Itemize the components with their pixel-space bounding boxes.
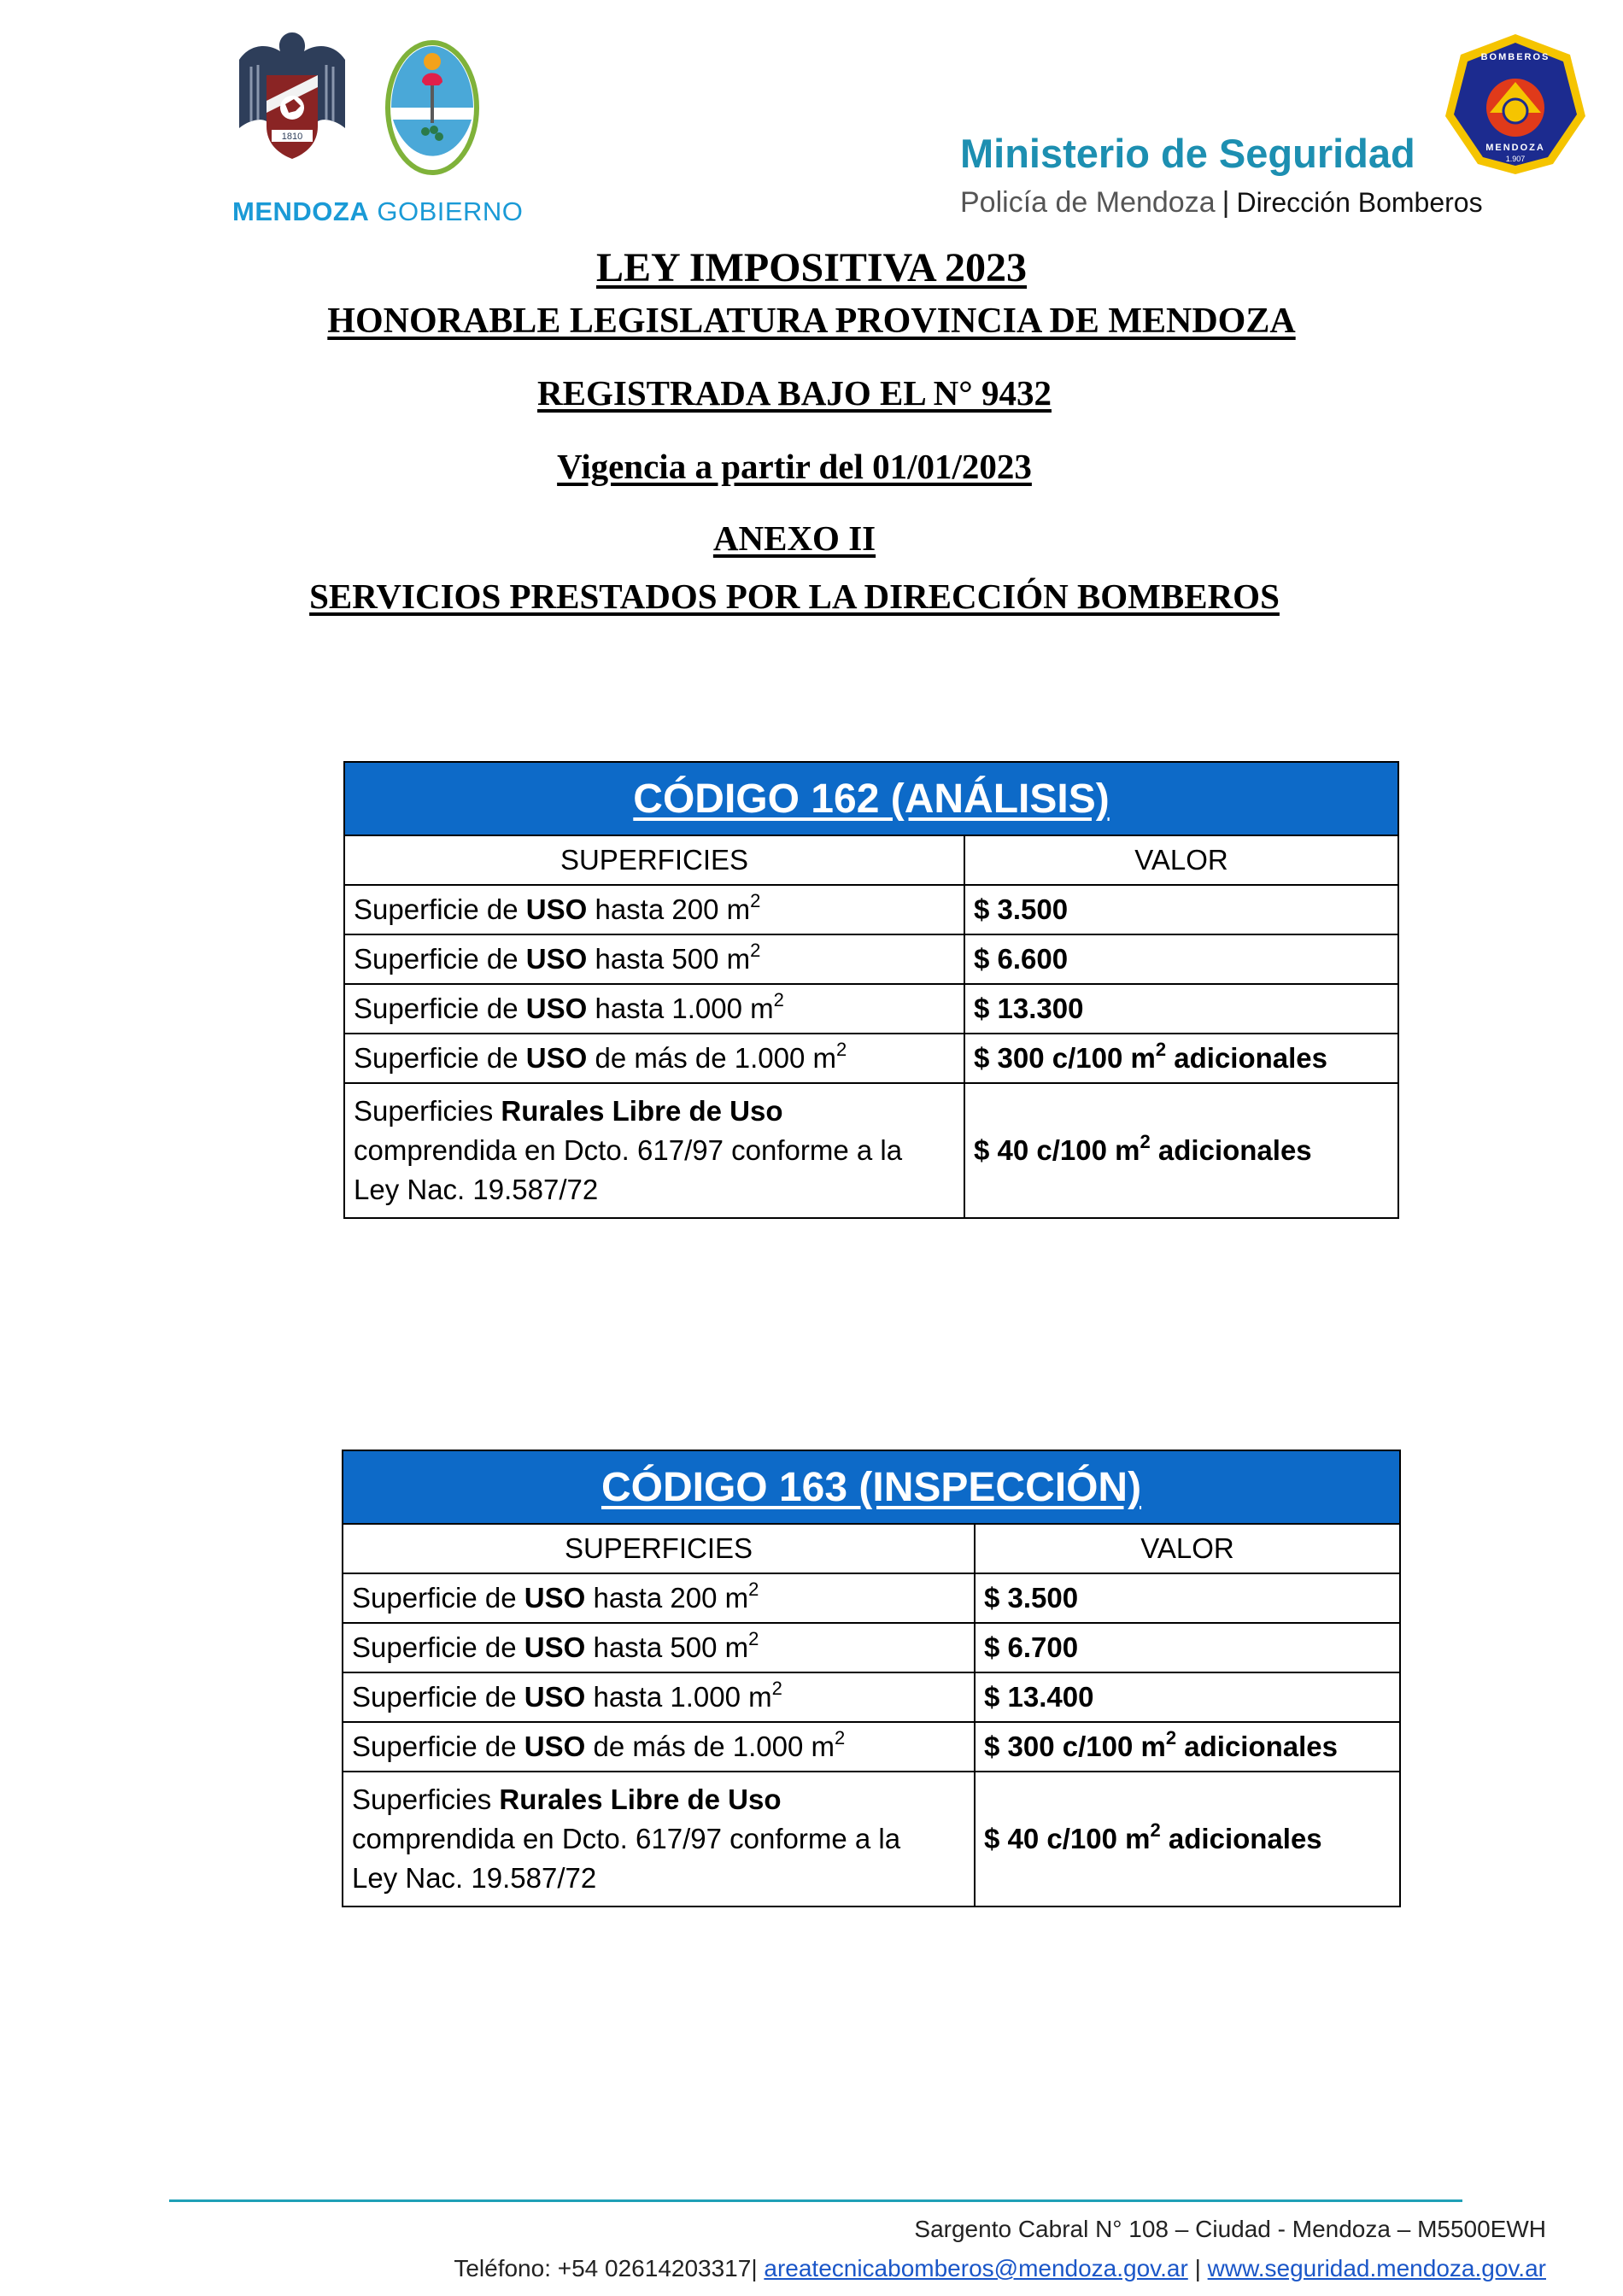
table-title: CÓDIGO 163 (INSPECCIÓN) <box>343 1450 1400 1524</box>
table-title: CÓDIGO 162 (ANÁLISIS) <box>344 762 1398 835</box>
law-title: LEY IMPOSITIVA 2023 <box>595 245 1028 290</box>
value-cell: $ 40 c/100 $m^2$ adicionales <box>964 1083 1398 1218</box>
footer-phone: Teléfono: +54 02614203317| <box>454 2255 758 2281</box>
direction-name: Dirección Bomberos <box>1236 187 1483 218</box>
provincial-shield-icon <box>381 26 483 179</box>
annex-title: ANEXO II <box>712 518 876 558</box>
footer-separator: | <box>1194 2255 1201 2281</box>
footer-divider <box>169 2199 1462 2202</box>
footer-website-link[interactable]: www.seguridad.mendoza.gov.ar <box>1207 2255 1546 2281</box>
eagle-shield-icon <box>232 26 352 171</box>
seal-year: 1810 <box>281 132 303 142</box>
ministry-title: Ministerio de Seguridad <box>960 131 1415 176</box>
value-cell: $ 40 c/100 $m^2$ adicionales <box>975 1772 1400 1906</box>
table-row: Superficie de USO de más de 1.000 $m^2$ $ 300 c/100 $m^2$ adicionales <box>343 1722 1400 1772</box>
column-header-surfaces: SUPERFICIES <box>344 835 964 885</box>
footer-email-link[interactable]: areatecnicabomberos@mendoza.gov.ar <box>764 2255 1188 2281</box>
table-row: Superficie de USO hasta 200 $m^2$ $ 3.500 <box>344 885 1398 934</box>
gov-name-light: GOBIERNO <box>377 196 524 226</box>
firefighters-badge-icon <box>1442 31 1589 178</box>
table-codigo-162 <box>343 761 1399 1219</box>
validity-title: Vigencia a partir del 01/01/2023 <box>557 447 1032 486</box>
table-row: Superficie de USO hasta 500 $m^2$ $ 6.600 <box>344 934 1398 984</box>
column-header-value: VALOR <box>964 835 1398 885</box>
services-title: SERVICIOS PRESTADOS POR LA DIRECCIÓN BOMBEROS <box>309 577 1280 616</box>
ministry-subtitle <box>960 186 1483 220</box>
badge-year: 1.907 <box>1505 155 1526 163</box>
table-row: Superficie de USO de más de 1.000 $m^2$ $ 300 c/100 $m^2$ adicionales <box>344 1034 1398 1083</box>
value-cell: $ 300 c/100 $m^2$ adicionales <box>975 1722 1400 1772</box>
footer-contact <box>454 2255 1546 2282</box>
registration-title: REGISTRADA BAJO EL N° 9432 <box>537 373 1052 413</box>
legislature-title: HONORABLE LEGISLATURA PROVINCIA DE MENDOZA <box>327 302 1296 341</box>
value-cell: $ 300 c/100 $m^2$ adicionales <box>964 1034 1398 1083</box>
gov-name-bold: MENDOZA <box>232 196 370 226</box>
table-row-rural: Superficies Rurales Libre de Uso comprendida en Dcto. 617/97 conforme a la Ley Nac. 19.587/72 $ 40 c/100 $m^2$ adicionales <box>343 1772 1400 1906</box>
table-row: Superficie de USO hasta 1.000 $m^2$ $ 13.300 <box>344 984 1398 1034</box>
badge-bottom-text: MENDOZA <box>1485 143 1545 153</box>
value-cell: $ 3.500 <box>975 1573 1400 1623</box>
table-row-rural: Superficies Rurales Libre de Uso comprendida en Dcto. 617/97 conforme a la Ley Nac. 19.587/72 $ 40 c/100 $m^2$ adicionales <box>344 1083 1398 1218</box>
footer-address: Sargento Cabral N° 108 – Ciudad - Mendoza – M5500EWH <box>914 2216 1546 2242</box>
separator: | <box>1222 186 1230 219</box>
table-row: Superficie de USO hasta 500 $m^2$ $ 6.700 <box>343 1623 1400 1672</box>
badge-top-text: BOMBEROS <box>1480 52 1550 62</box>
column-header-surfaces: SUPERFICIES <box>343 1524 975 1573</box>
value-cell: $ 13.300 <box>964 984 1398 1034</box>
value-cell: $ 6.700 <box>975 1623 1400 1672</box>
police-name: Policía de Mendoza <box>960 186 1216 219</box>
table-row: Superficie de USO hasta 1.000 $m^2$ $ 13.400 <box>343 1672 1400 1722</box>
value-cell: $ 6.600 <box>964 934 1398 984</box>
table-row: Superficie de USO hasta 200 $m^2$ $ 3.500 <box>343 1573 1400 1623</box>
column-header-value: VALOR <box>975 1524 1400 1573</box>
value-cell: $ 13.400 <box>975 1672 1400 1722</box>
table-codigo-163 <box>342 1450 1401 1907</box>
value-cell: $ 3.500 <box>964 885 1398 934</box>
government-wordmark <box>232 196 523 227</box>
